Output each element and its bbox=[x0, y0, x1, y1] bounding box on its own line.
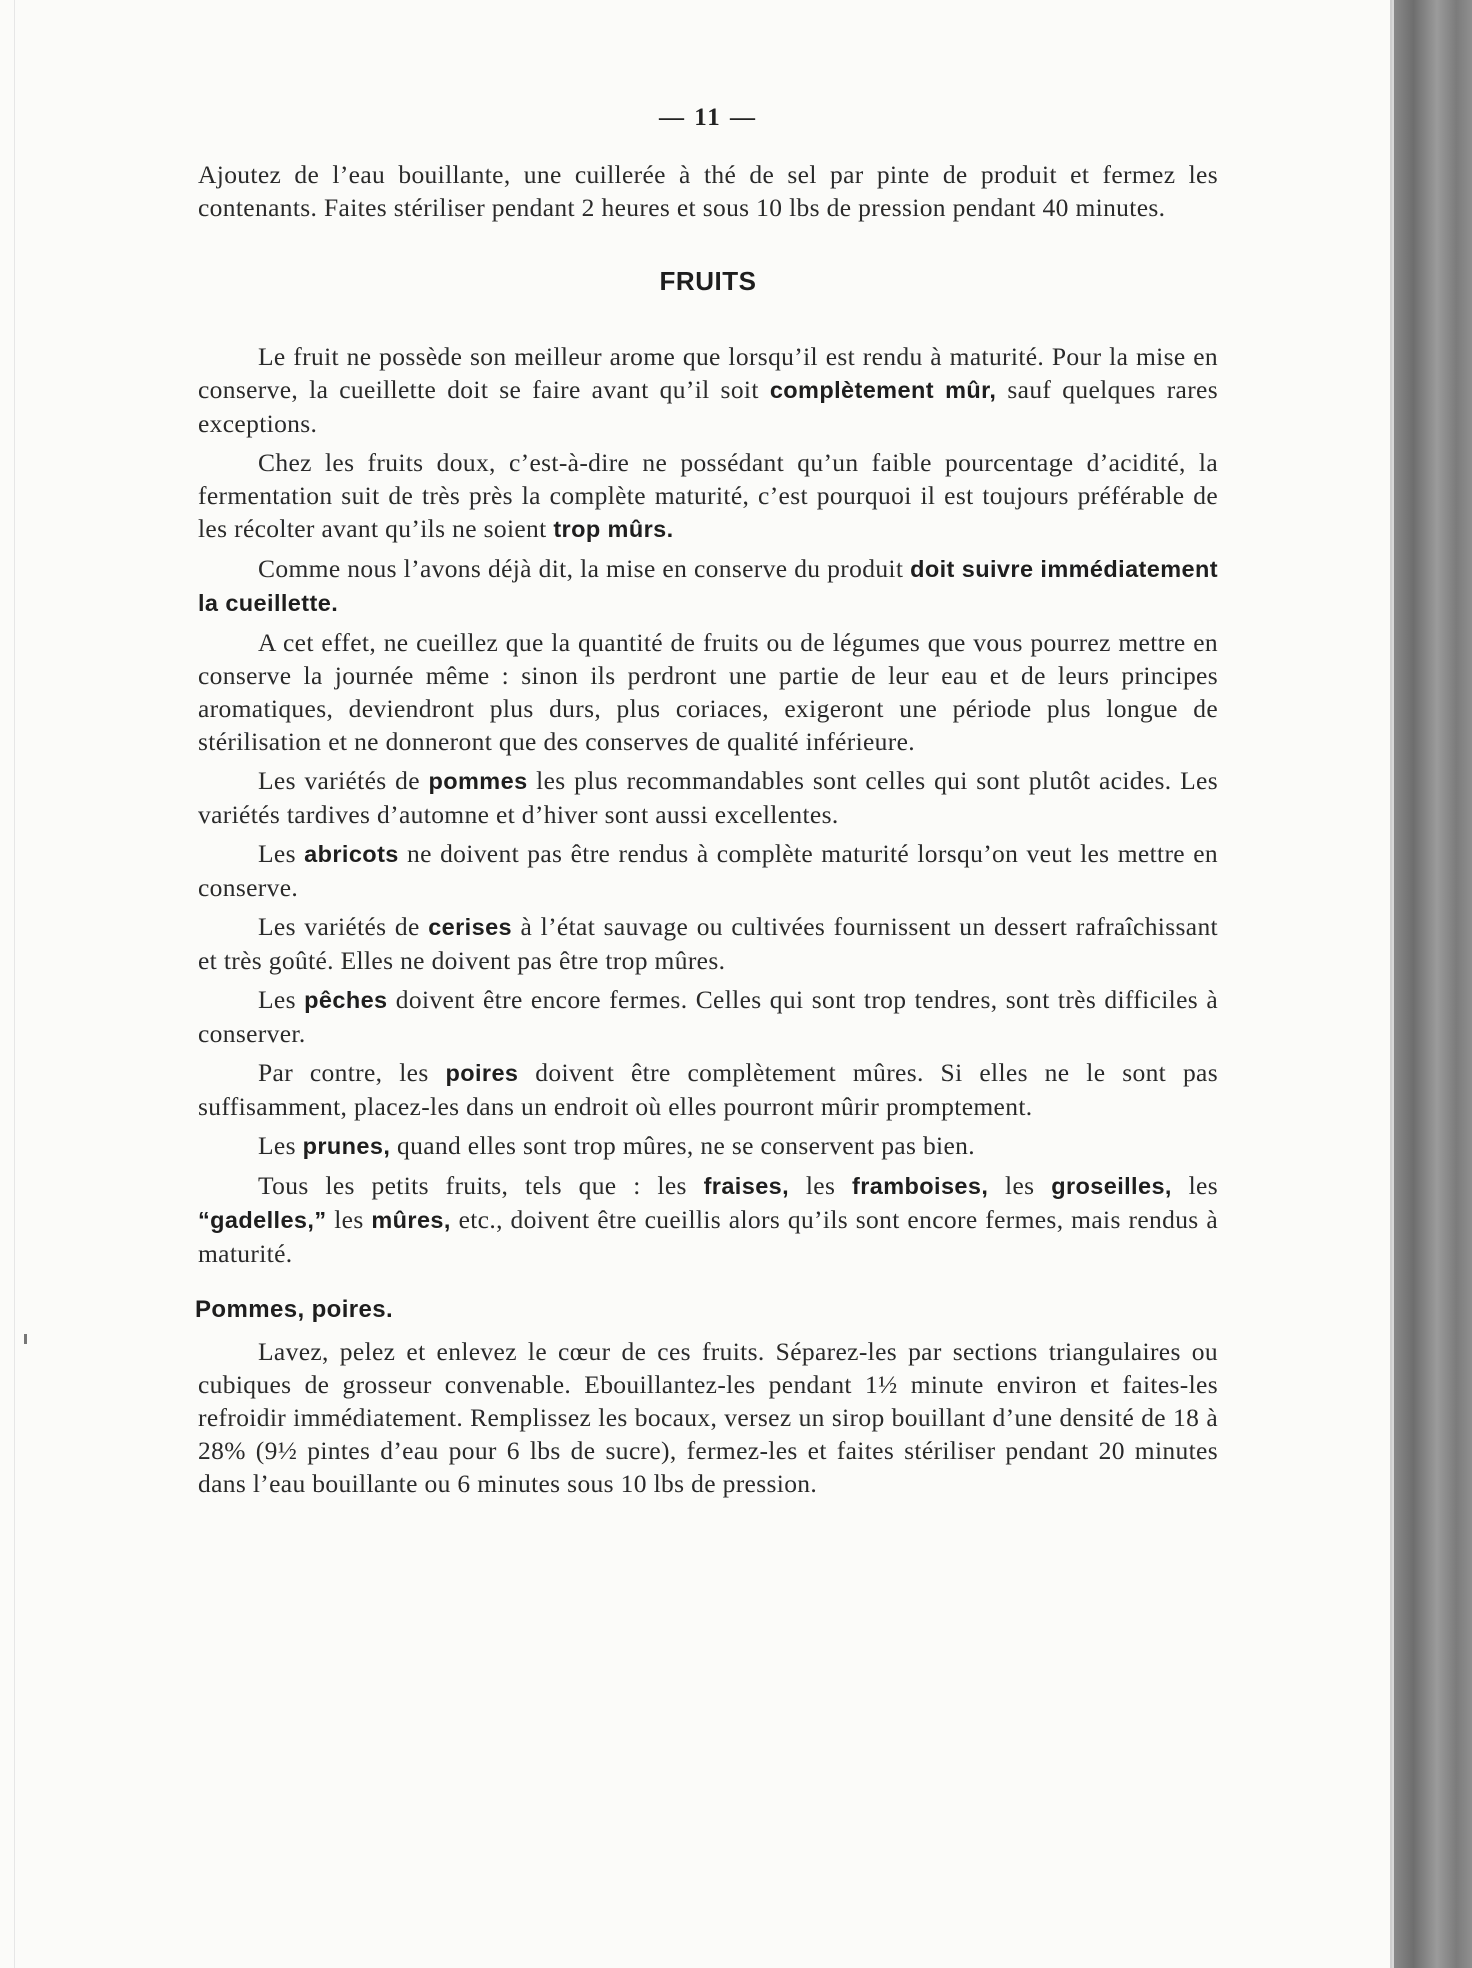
text-run: etc., doivent être cueillis alors qu’ils sont encore fermes, mais rendus à maturité. bbox=[198, 1205, 1218, 1268]
paragraph-petits-fruits bbox=[198, 1169, 1218, 1270]
bold-text: groseilles, bbox=[1051, 1173, 1172, 1199]
paragraph-sweet-fruits bbox=[198, 446, 1218, 546]
text-run: Le fruit ne possède son meilleur arome que lorsqu’il est rendu à maturité. Pour la mise en conserve, la cueillette doit se faire avant qu’il soit bbox=[198, 342, 1218, 404]
text-run: Tous les petits fruits, tels que : les bbox=[258, 1171, 704, 1200]
paragraph-pommes bbox=[198, 764, 1218, 831]
text-run: les bbox=[988, 1171, 1052, 1200]
text-run: Chez les fruits doux, c’est-à-dire ne possédant qu’un faible pourcentage d’acidité, la fermentation suit de très près la complète maturité, c’est pourquoi il est toujours préférable de les récolter avant qu’ils ne soient bbox=[198, 448, 1218, 543]
scan-border bbox=[1394, 0, 1472, 1968]
paragraph-poires bbox=[198, 1056, 1218, 1123]
text-run: doivent être complètement mûres. Si elles ne le sont pas suffisamment, placez-les dans un endroit où elles pourront mûrir promptement. bbox=[198, 1058, 1218, 1121]
bold-text: “gadelles,” bbox=[198, 1207, 327, 1233]
section-title-fruits: FRUITS bbox=[659, 266, 757, 296]
bold-text: mûres, bbox=[371, 1207, 451, 1233]
paragraph-abricots bbox=[198, 837, 1218, 904]
text-run: Les bbox=[258, 1131, 303, 1160]
page-number: — 11 — bbox=[658, 104, 758, 131]
page-content bbox=[195, 104, 1219, 1500]
bold-text: poires bbox=[445, 1060, 519, 1086]
text-run: Comme nous l’avons déjà dit, la mise en conserve du produit bbox=[258, 554, 911, 583]
paragraph-quantity: A cet effet, ne cueillez que la quantité de fruits ou de légumes que vous pourrez mettre en conserve la journée même : sinon ils perdront une partie de leur eau et de leurs principes aromatiques, deviendront plus durs, plus coriaces, exigeront une période plus longue de stérilisation et ne donneront que des conserves de qualité inférieure. bbox=[198, 628, 1218, 756]
text-run: Les variétés de bbox=[258, 766, 429, 795]
text-run: les bbox=[789, 1171, 852, 1200]
paragraph-fruit-maturity bbox=[198, 340, 1218, 440]
text-run: les bbox=[326, 1205, 372, 1234]
text-run: à l’état sauvage ou cultivées fournissent un dessert rafraîchissant et très goûté. Elles ne doivent pas être trop mûres. bbox=[198, 912, 1218, 975]
text-run: Les bbox=[258, 985, 305, 1014]
bold-text: framboises, bbox=[851, 1173, 989, 1199]
paragraph-peches bbox=[198, 983, 1218, 1050]
paragraph-pommes-poires: Lavez, pelez et enlevez le cœur de ces fruits. Séparez-les par sections triangulaires ou cubiques de grosseur convenable. Ebouillantez-les pendant 1½ minute environ et faites-les refroidir immédiatement. Remplissez les bocaux, versez un sirop bouillant d’une densité de 18 à 28% (9½ pintes d’eau pour 6 lbs de sucre), fermez-les et faites stériliser pendant 20 minutes dans l’eau bouillante ou 6 minutes sous 10 lbs de pression. bbox=[198, 1337, 1218, 1498]
bold-text: prunes, bbox=[302, 1133, 391, 1159]
bold-text: trop mûrs. bbox=[553, 516, 674, 542]
bold-text: cerises bbox=[428, 914, 513, 940]
text-run: les plus recommandables sont celles qui sont plutôt acides. Les variétés tardives d’automne et d’hiver sont aussi excellentes. bbox=[198, 766, 1218, 829]
text-run: ne doivent pas être rendus à complète maturité lorsqu’on veut les mettre en conserve. bbox=[198, 839, 1218, 902]
margin-mark bbox=[24, 1334, 27, 1344]
text-run: doivent être encore fermes. Celles qui sont trop tendres, sont très difficiles à conserver. bbox=[198, 985, 1218, 1048]
subheading-pommes-poires: Pommes, poires. bbox=[195, 1296, 394, 1323]
bold-text: complètement mûr, bbox=[769, 377, 997, 403]
text-run: Par contre, les bbox=[258, 1058, 446, 1087]
paragraph-immediate bbox=[198, 552, 1218, 620]
text-run: Les bbox=[258, 839, 305, 868]
bold-text: abricots bbox=[304, 841, 399, 867]
bold-text: pommes bbox=[428, 768, 528, 794]
paragraph-cerises bbox=[198, 910, 1218, 977]
text-run: quand elles sont trop mûres, ne se conservent pas bien. bbox=[390, 1131, 975, 1160]
paragraph-prunes bbox=[198, 1129, 1218, 1163]
bold-text: doit suivre immédiatement la cueillette. bbox=[198, 556, 1218, 616]
intro-paragraph: Ajoutez de l’eau bouillante, une cuillerée à thé de sel par pinte de produit et fermez les contenants. Faites stériliser pendant 2 heures et sous 10 lbs de pression pendant 40 minutes. bbox=[198, 160, 1218, 222]
bold-text: pêches bbox=[304, 987, 388, 1013]
text-run: les bbox=[1171, 1171, 1218, 1200]
bold-text: fraises, bbox=[703, 1173, 790, 1199]
text-run: Les variétés de bbox=[258, 912, 429, 941]
text-run: sauf quelques rares exceptions. bbox=[198, 375, 1219, 438]
